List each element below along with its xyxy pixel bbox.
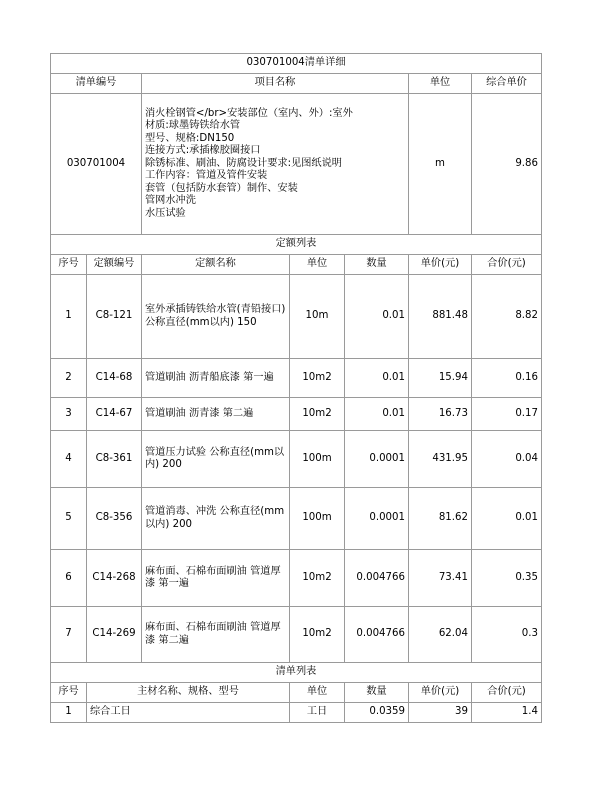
quota-unit-price: 73.41 — [409, 550, 472, 607]
quota-qty: 0.0001 — [345, 488, 409, 550]
description-line: 套管（包括防水套管）制作、安装 — [145, 182, 298, 194]
quota-code: C14-268 — [87, 550, 142, 607]
quota-unit-price-header: 单价(元) — [409, 255, 472, 275]
quota-qty-header: 数量 — [345, 255, 409, 275]
quota-row — [51, 488, 542, 550]
bill-name-header: 项目名称 — [142, 74, 409, 94]
quota-row — [51, 398, 542, 431]
bill-price: 9.86 — [472, 94, 542, 235]
description-line: 型号、规格:DN150 — [145, 132, 235, 144]
material-unit-price-header: 单价(元) — [409, 683, 472, 703]
material-row — [51, 703, 542, 723]
material-unit: 工日 — [290, 703, 345, 723]
quota-unit-price: 431.95 — [409, 431, 472, 488]
bill-code-header: 清单编号 — [51, 74, 142, 94]
quota-name: 管道刷油 沥青船底漆 第一遍 — [142, 359, 290, 398]
quota-name: 麻布面、石棉布面刷油 管道厚漆 第二遍 — [142, 607, 290, 663]
material-qty: 0.0359 — [345, 703, 409, 723]
quota-unit: 10m2 — [290, 359, 345, 398]
quota-code-header: 定额编号 — [87, 255, 142, 275]
quota-name: 管道刷油 沥青漆 第二遍 — [142, 398, 290, 431]
bill-code: 030701004 — [51, 94, 142, 235]
quota-code: C8-361 — [87, 431, 142, 488]
quota-header-row — [51, 255, 542, 275]
quota-name: 室外承插铸铁给水管(青铅接口) 公称直径(mm以内) 150 — [142, 275, 290, 359]
quota-unit-header: 单位 — [290, 255, 345, 275]
quota-total: 0.16 — [472, 359, 542, 398]
quota-unit: 10m2 — [290, 607, 345, 663]
quota-unit: 10m — [290, 275, 345, 359]
quota-code: C8-356 — [87, 488, 142, 550]
quota-seq: 2 — [51, 359, 87, 398]
quota-code: C8-121 — [87, 275, 142, 359]
quota-unit-price: 62.04 — [409, 607, 472, 663]
material-total-header: 合价(元) — [472, 683, 542, 703]
bill-row — [51, 94, 542, 235]
description-line: 管网水冲洗 — [145, 195, 196, 207]
quota-total: 0.3 — [472, 607, 542, 663]
quota-qty: 0.01 — [345, 359, 409, 398]
quota-unit-price: 16.73 — [409, 398, 472, 431]
quota-code: C14-269 — [87, 607, 142, 663]
material-section-title: 清单列表 — [51, 663, 542, 683]
quota-section-title: 定额列表 — [51, 235, 542, 255]
bill-price-header: 综合单价 — [472, 74, 542, 94]
quota-qty: 0.01 — [345, 398, 409, 431]
quota-code: C14-67 — [87, 398, 142, 431]
quota-name: 麻布面、石棉布面刷油 管道厚漆 第一遍 — [142, 550, 290, 607]
quota-total-header: 合价(元) — [472, 255, 542, 275]
quota-total: 0.35 — [472, 550, 542, 607]
material-name: 综合工日 — [87, 703, 290, 723]
quota-name-header: 定额名称 — [142, 255, 290, 275]
quota-qty: 0.0001 — [345, 431, 409, 488]
quota-unit-price: 81.62 — [409, 488, 472, 550]
material-section-row — [51, 663, 542, 683]
quota-total: 8.82 — [472, 275, 542, 359]
bill-detail-table — [50, 53, 542, 723]
quota-unit: 100m — [290, 488, 345, 550]
material-unit-header: 单位 — [290, 683, 345, 703]
quota-name: 管道消毒、冲洗 公称直径(mm以内) 200 — [142, 488, 290, 550]
material-unit-price: 39 — [409, 703, 472, 723]
quota-row — [51, 275, 542, 359]
quota-total: 0.17 — [472, 398, 542, 431]
description-line: 材质:球墨铸铁给水管 — [145, 120, 241, 132]
quota-qty: 0.004766 — [345, 550, 409, 607]
quota-section-row — [51, 235, 542, 255]
title-row — [51, 54, 542, 74]
quota-row — [51, 550, 542, 607]
material-qty-header: 数量 — [345, 683, 409, 703]
description-line: 连接方式:承插橡胶圈接口 — [145, 145, 261, 157]
bill-header-row — [51, 74, 542, 94]
material-seq-header: 序号 — [51, 683, 87, 703]
quota-seq: 7 — [51, 607, 87, 663]
description-line: 消火栓钢管</br>安装部位（室内、外）:室外 — [145, 107, 353, 119]
quota-unit-price: 15.94 — [409, 359, 472, 398]
quota-qty: 0.01 — [345, 275, 409, 359]
bill-unit-header: 单位 — [409, 74, 472, 94]
description-line: 水压试验 — [145, 207, 186, 219]
quota-row — [51, 607, 542, 663]
quota-total: 0.01 — [472, 488, 542, 550]
material-header-row — [51, 683, 542, 703]
quota-unit: 10m2 — [290, 398, 345, 431]
quota-row — [51, 359, 542, 398]
material-name-header: 主材名称、规格、型号 — [87, 683, 290, 703]
quota-code: C14-68 — [87, 359, 142, 398]
quota-unit-price: 881.48 — [409, 275, 472, 359]
quota-unit: 10m2 — [290, 550, 345, 607]
quota-total: 0.04 — [472, 431, 542, 488]
quota-seq-header: 序号 — [51, 255, 87, 275]
quota-row — [51, 431, 542, 488]
page-title: 030701004清单详细 — [51, 54, 542, 74]
bill-description — [142, 94, 409, 235]
description-line: 除锈标准、刷油、防腐设计要求:见图纸说明 — [145, 157, 342, 169]
quota-name: 管道压力试验 公称直径(mm以内) 200 — [142, 431, 290, 488]
bill-unit: m — [409, 94, 472, 235]
quota-seq: 5 — [51, 488, 87, 550]
quota-seq: 4 — [51, 431, 87, 488]
quota-seq: 3 — [51, 398, 87, 431]
quota-qty: 0.004766 — [345, 607, 409, 663]
material-total: 1.4 — [472, 703, 542, 723]
description-line: 工作内容：管道及管件安装 — [145, 170, 268, 182]
material-seq: 1 — [51, 703, 87, 723]
quota-unit: 100m — [290, 431, 345, 488]
quota-seq: 1 — [51, 275, 87, 359]
quota-seq: 6 — [51, 550, 87, 607]
